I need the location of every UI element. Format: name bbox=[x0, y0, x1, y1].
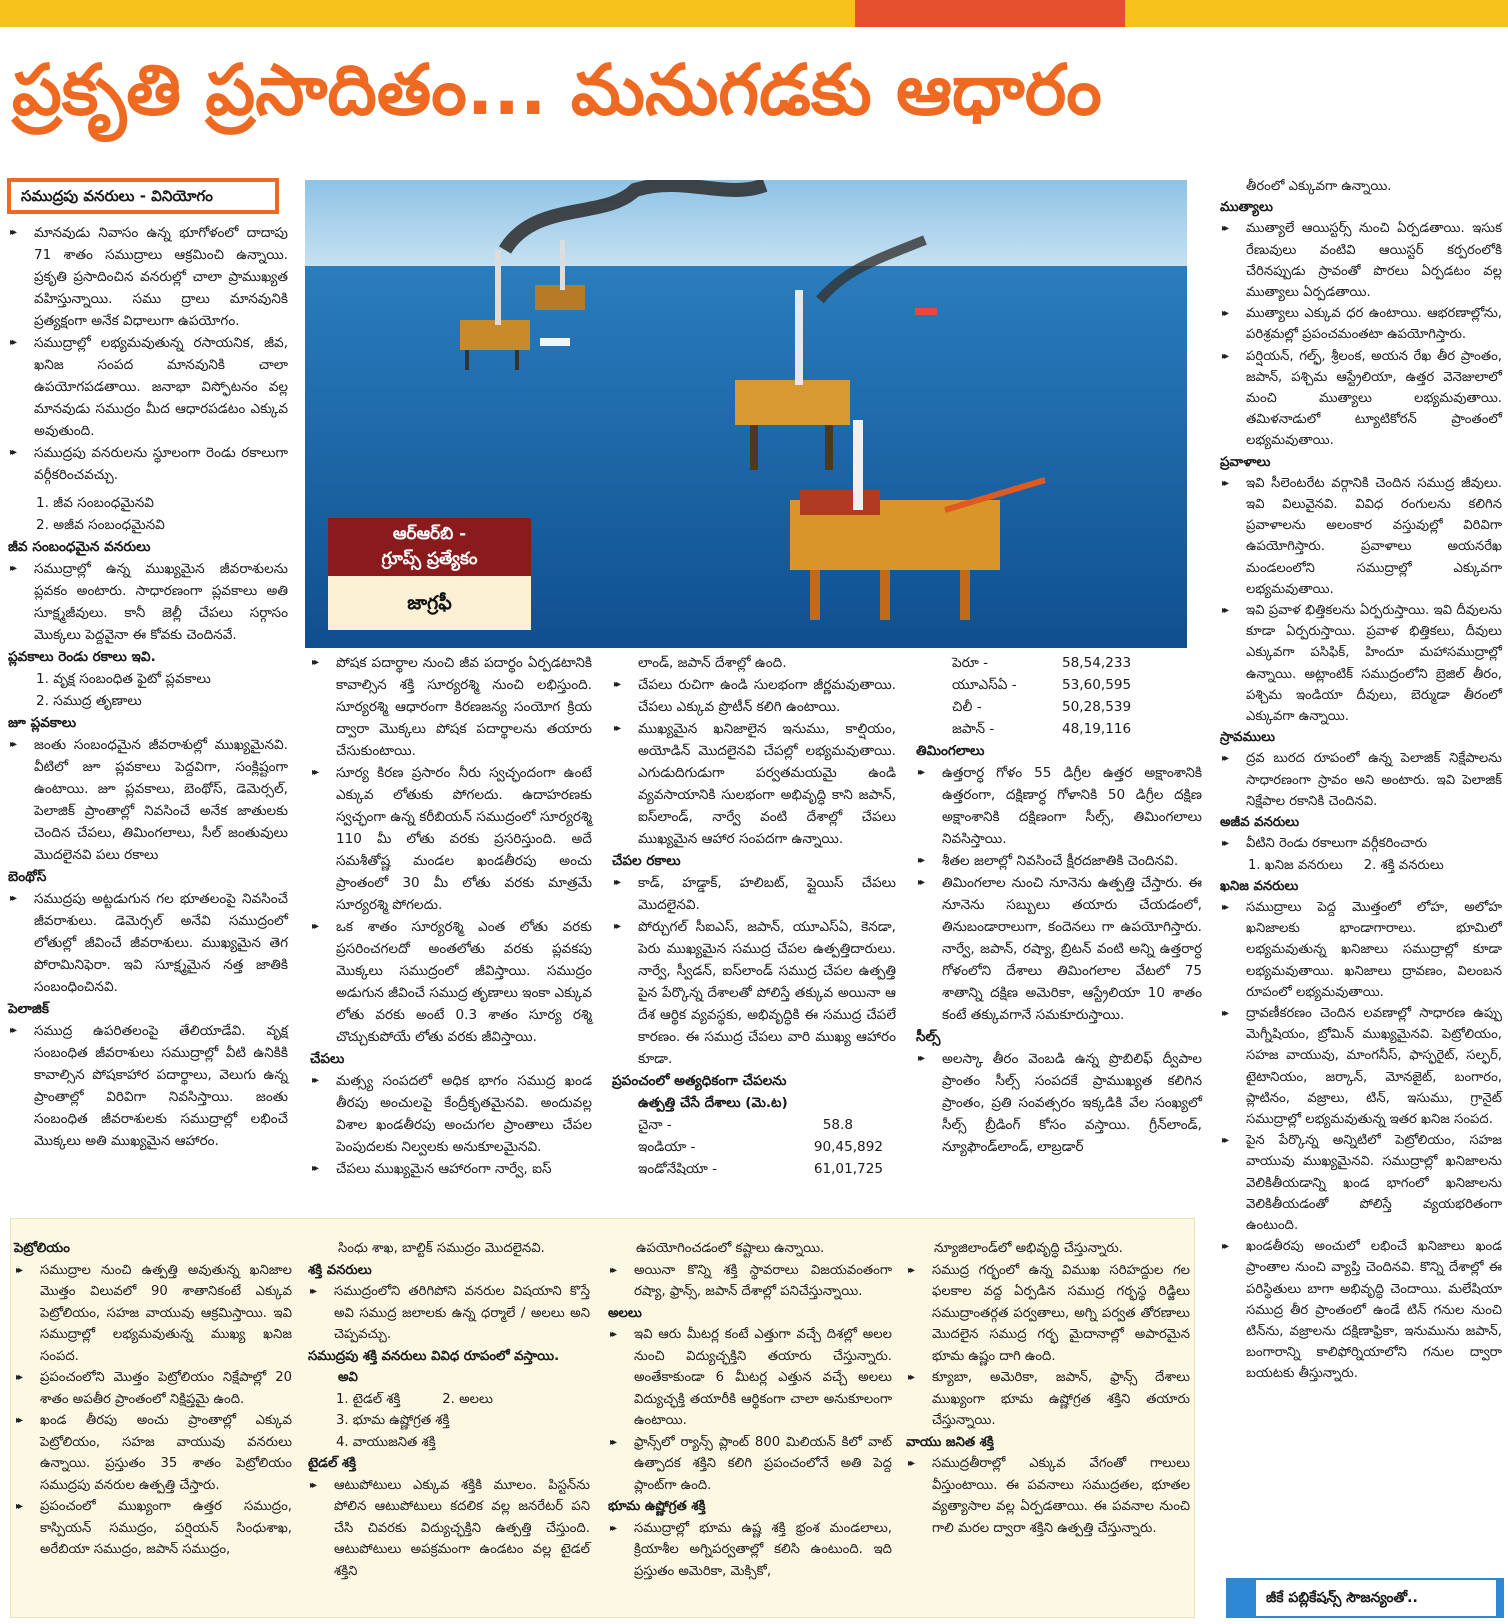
paragraph: ▸▸ సముద్ర గర్భంలో ఉన్న విముఖ సరిహద్దుల గల ఫలకాల వద్ద ఏర్పడిన సముద్ర గర్భస్థ రిడ్జిలు సముద్రాంతర్గత పర్వతాలు, అగ్ని పర్వత తోరణాలు మొదలైన సముద్ర గర్భ మైదానాల్లో అపారమైన భూమ ఉష్ణం దాగి ఉంది. bbox=[906, 1260, 1190, 1368]
paragraph: ▸▸ మత్స్య సంపదలో అధిక భాగం సముద్ర ఖండ తీరపు అంచులపై కేంద్రీకృతమైనవి. అందువల్ల విశాల ఖండతీరపు అంచుగల ప్రాంతాలు చేపల పెంపుదలకు నిల్వలకు అనుకూలమైనవి. bbox=[310, 1070, 592, 1158]
subheading: పెట్రోలియం bbox=[14, 1241, 70, 1256]
paragraph: ▸▸ సముద్రాల్లో భూమ ఉష్ణ శక్తి భ్రంశ మండలాలు, క్రియాశీల అగ్నిపర్వతాల్లో కలిసి ఉంటుంది. ఇది ప్రస్తుతం అమెరికా, మెక్సికో, bbox=[608, 1518, 892, 1583]
fish-production-table bbox=[612, 1114, 896, 1180]
section-title: సముద్రపు వనరులు - వినియోగం bbox=[7, 178, 279, 214]
subheading: పెలాజిక్ bbox=[8, 1001, 49, 1017]
paragraph: ▸▸ సముద్రతీరాల్లో ఎక్కువ వేగంతో గాలులు వీస్తుంటాయి. ఈ పవనాలు సముద్రతల, భూతల వ్యత్యాసాల వల్ల ఏర్పడతాయి. ఈ పవనాల నుంచి గాలి మరల ద్వారా శక్తిని ఉత్పత్తి చేస్తున్నారు. bbox=[906, 1453, 1190, 1539]
subheading: అవి bbox=[338, 1370, 358, 1385]
badge-line2: గ్రూప్స్ ప్రత్యేకం bbox=[381, 549, 478, 569]
list-item: 3. భూమ ఉష్ణోగ్రత శక్తి bbox=[336, 1413, 450, 1428]
rrb-groups-badge bbox=[328, 518, 531, 630]
paragraph: ▸▸ క్యూబా, అమెరికా, జపాన్, ఫ్రాన్స్ దేశాలు ముఖ్యంగా భూమ ఉష్ణోగ్రత శక్తిని తయారు చేస్తున్నాయి. bbox=[906, 1367, 1190, 1432]
box-column-4 bbox=[906, 1238, 1190, 1539]
paragraph: ▸▸ పర్షియన్, గల్ఫ్, శ్రీలంక, అయన రేఖ తీర ప్రాంతం, జపాన్, పశ్చిమ ఆస్ట్రేలియా, ఉత్తర వెనెజులాలో మంచి ముత్యాలు లభ్యమవుతాయి. తమిళనాడులో ట్యూటికోరన్ ప్రాంతంలో లభ్యమవుతాయి. bbox=[1220, 346, 1502, 452]
paragraph: ▸▸ ఫ్రాన్స్‌లో ర్యాన్స్ ప్లాంట్ 800 మిలియన్ కిలో వాట్ ఉత్పాదక శక్తిని కలిగి ప్రపంచంలోనే అతి పెద్ద ప్లాంట్‌గా ఉంది. bbox=[608, 1432, 892, 1497]
subheading: జీవ సంబంధమైన వనరులు bbox=[8, 539, 151, 555]
fish-production-table-cont bbox=[916, 652, 1202, 740]
subheading: శక్తి వనరులు bbox=[308, 1262, 372, 1278]
column-2 bbox=[310, 652, 592, 1180]
table-row: చిలీ - 50,28,539 bbox=[952, 699, 1132, 715]
list-item: 1. టైడల్ శక్తి 2. అలలు bbox=[336, 1391, 493, 1407]
subheading: ముత్యాలు bbox=[1220, 200, 1273, 216]
paragraph: ▸▸ ఉత్తరార్ధ గోళం 55 డిగ్రీల ఉత్తర అక్షాంశానికి ఉత్తరంగా, దక్షిణార్ధ గోళానికి 50 డిగ్రీల దక్షిణ అక్షాంశానికి దక్షిణంగా సీల్స్, తిమింగలాలు నివసిస్తాయి. bbox=[916, 762, 1202, 850]
subheading: టైడల్ శక్తి bbox=[308, 1456, 357, 1471]
paragraph: ▸▸ ప్రపంచంలోని మొత్తం పెట్రోలియం నిక్షేపాల్లో 20 శాతం అపతీర ప్రాంతంలో నిక్షిప్తమై ఉంది. bbox=[14, 1367, 292, 1410]
paragraph: ▸▸ ఖండ తీరపు అంచు ప్రాంతాల్లో ఎక్కువ పెట్రోలియం, సహజ వాయువు వనరులు ఉన్నాయి. ప్రస్తుతం 35 శాతం పెట్రోలియం సముద్రపు వనరుల ఉత్పత్తి చేస్తారు. bbox=[14, 1410, 292, 1496]
paragraph: ▸▸ సముద్ర ఉపరితలంపై తేలియాడేవి. వృక్ష సంబంధిత జీవరాశులు సముద్రాల్లో వీటి ఉనికికి కావాల్సిన పోషకాహార పదార్థాలు, వెలుగు ఉన్న ప్రాంతాల్లో విరివిగా నివసిస్తాయి. జంతు సంబంధిత జీవరాశులకు సముద్రాల్లో లభించే మొక్కలు అతి ముఖ్యమైన ఆహారం. bbox=[8, 1020, 288, 1152]
box-column-2 bbox=[308, 1238, 590, 1582]
paragraph: ▸▸ ముత్యాలు ఎక్కువ ధర ఉంటాయి. ఆభరణాల్లోను, పరిశ్రమల్లో ప్రపంచమంతటా ఉపయోగిస్తారు. bbox=[1220, 303, 1502, 345]
paragraph: ▸▸ సూర్య కిరణ ప్రసారం నీరు స్వచ్ఛందంగా ఉంటే ఎక్కువ లోతుకు పోగలదు. ఉదాహరణకు స్వచ్ఛంగా ఉన్న కరీబియన్ సముద్రంలో సూర్యరశ్మి 110 మీ లోతు వరకు ప్రసరిస్తుంది. అదే సమశీతోష్ణ మండల ఖండతీరపు అంచు ప్రాంతంలో 30 మీ లోతు వరకు మాత్రమే సూర్యరశ్మి పోగలదు. bbox=[310, 762, 592, 916]
paragraph: ▸▸ మానవుడు నివాసం ఉన్న భూగోళంలో దాదాపు 71 శాతం సముద్రాలు ఆక్రమించి ఉన్నాయి. ప్రకృతి ప్రసాదించిన వనరుల్లో చాలా ప్రాముఖ్యత వహిస్తున్నాయి. సము ద్రాలు మానవునికి ప్రత్యక్షంగా అనేక విధాలుగా ఉపయోగం. bbox=[8, 222, 288, 332]
paragraph: ▸▸ శీతల జలాల్లో నివసించే క్షీరదజాతికి చెందినవి. bbox=[916, 850, 1202, 872]
paragraph: ఉపయోగించడంలో కష్టాలు ఉన్నాయి. bbox=[636, 1241, 825, 1256]
paragraph: లాండ్, జపాన్ దేశాల్లో ఉంది. bbox=[638, 655, 787, 671]
column-3 bbox=[612, 652, 896, 1180]
paragraph: ▸▸ ముఖ్యమైన ఖనిజాలైన ఇనుము, కాల్షియం, అయోడిన్ మొదలైనవి చేపల్లో లభ్యమవుతాయి. ఎగుడుదిగుడుగా పర్వతమయమై ఉండి వ్యవసాయానికి సులభంగా అభివృద్ధి కాని జపాన్, ఐస్‌లాండ్, నార్వే వంటి దేశాల్లో చేపలు ముఖ్యమైన ఆహార సంపదగా ఉన్నాయి. bbox=[612, 718, 896, 850]
table-row: చైనా - 58.8 bbox=[638, 1117, 853, 1133]
subheading: ప్లవకాలు రెండు రకాలు ఇవి. bbox=[8, 649, 156, 665]
subheading: చేపల రకాలు bbox=[612, 853, 681, 869]
subheading: వాయు జనిత శక్తి bbox=[906, 1434, 994, 1450]
paragraph: ▸▸ ద్రవ బురద రూపంలో ఉన్న పెలాజిక్ నిక్షేపాలను సాధారణంగా స్రావం అని అంటారు. ఇవి పెలాజిక్ నిక్షేపాల రకానికి చెందినవి. bbox=[1220, 748, 1502, 812]
paragraph: ▸▸ ఇవి సీలెంటరేట వర్గానికి చెందిన సముద్ర జీవులు. ఇవి విలువైనవి. వివిధ రంగులను కలిగిన ప్రవాళాలను అలంకార వస్తువుల్లో విరివిగా ఉపయోగిస్తారు. ప్రవాళాలు అయనరేఖ మండలంలోని సముద్రాల్లో ఎక్కువగా లభ్యమవుతాయి. bbox=[1220, 473, 1502, 600]
column-5 bbox=[1220, 176, 1502, 1385]
badge-line1: ఆర్‌ఆర్‌బి - bbox=[392, 524, 467, 544]
subheading: జూ ప్లవకాలు bbox=[8, 715, 77, 731]
table-row: యూఎస్ఏ - 53,60,595 bbox=[952, 677, 1132, 693]
top-red-tab bbox=[855, 0, 1125, 27]
subheading: ప్రపంచంలో అత్యధికంగా చేపలను bbox=[612, 1073, 787, 1089]
box-column-1 bbox=[14, 1238, 292, 1561]
paragraph: ▸▸ కాడ్, హడ్డాక్, హలిబట్, ప్లైయిస్ చేపలు మొదలైనవి. bbox=[612, 872, 896, 916]
paragraph: ▸▸ సముద్రాల్లో ఉన్న ముఖ్యమైన జీవరాశులను ప్లవకం అంటారు. సాధారణంగా ప్లవకాలు అతి సూక్ష్మజీవులు. కానీ జెల్లీ చేపలు సర్గాసం మొక్కలు పెద్దవైనా ఈ కోవకు చెందినవే. bbox=[8, 558, 288, 646]
paragraph: ▸▸ చేపలు రుచిగా ఉండి సులభంగా జీర్ణమవుతాయి. చేపలు ఎక్కువ ప్రొటీన్ కలిగి ఉంటాయి. bbox=[612, 674, 896, 718]
list-item: 1. వృక్ష సంబంధిత ఫైటో ప్లవకాలు bbox=[36, 671, 211, 687]
paragraph: ▸▸ ద్రావణీకరణం చెందిన లవణాల్లో సాధారణ ఉప్పు మెగ్నీషియం, బ్రోమిన్ ముఖ్యమైనవి. పెట్రోలియం, సహజ వాయువు, మాంగనీస్, ఫాస్ఫరైట్, సల్ఫర్, టైటానియం, జర్కాన్, మోనజైట్, బంగారం, ప్లాటినం, వజ్రాలు, టిన్, ఇసుము, గ్రానైట్ సముద్రాల్లో లభ్యమవుతున్న ఇతర ఖనిజ సంపద. bbox=[1220, 1003, 1502, 1130]
paragraph: ▸▸ అయినా కొన్ని శక్తి స్థావరాలు విజయవంతంగా రష్యా, ఫ్రాన్స్, జపాన్ దేశాల్లో పనిచేస్తున్నాయి. bbox=[608, 1260, 892, 1303]
paragraph: ▸▸ జంతు సంబంధమైన జీవరాశుల్లో ముఖ్యమైనవి. వీటిలో జూ ప్లవకాలు పెద్దవిగా, సంక్లిష్టంగా ఉంటాయి. జూ ప్లవకాలు, బెంథోస్, డెమెర్సల్, పెలాజిక్ ప్రాంతాల్లో నివసించే అనేక జాతులకు చెందిన చేపలు, తిమింగలాలు, సీల్ జంతువులు మొదలైనవి పలు రకాలు bbox=[8, 734, 288, 866]
paragraph: ▸▸ చేపలు ముఖ్యమైన ఆహారంగా నార్వే, ఐస్ bbox=[310, 1158, 592, 1180]
paragraph: ▸▸ తిమింగలాల నుంచి నూనెను ఉత్పత్తి చేస్తారు. ఈ నూనెను సబ్బులు తయారు చేయడంలో, తినుబండారాలుగా, కందెనలు గా ఉపయోగిస్తారు. నార్వే, జపాన్, రష్యా, బ్రిటన్ వంటి అన్ని ఉత్తరార్ధ గోళంలోని దేశాలు తిమింగలాల వేటలో 75 శాతాన్ని దక్షిణ అమెరికా, ఆస్ట్రేలియా 10 శాతం కంటే తక్కువగానే సమకూరుస్తాయి. bbox=[916, 872, 1202, 1026]
subheading: అలలు bbox=[608, 1305, 642, 1321]
subheading: భూమ ఉష్ణోగ్రత శక్తి bbox=[608, 1499, 706, 1514]
paragraph: ▸▸ పోషక పదార్థాల నుంచి జీవ పదార్థం ఏర్పడటానికి కావాల్సిన శక్తి సూర్యరశ్మి నుంచి లభిస్తుంది. సూర్యరశ్మి ఆధారంగా కిరణజన్య సంయోగ క్రియ ద్వారా మొక్కలు పోషక పదార్థాలను తయారు చేసుకుంటాయి. bbox=[310, 652, 592, 762]
paragraph: ▸▸ ప్రపంచంలో ముఖ్యంగా ఉత్తర సముద్రం, కాస్పియన్ సముద్రం, పర్షియన్ సింధుశాఖ, అరేబియా సముద్రం, జపాన్ సముద్రం, bbox=[14, 1496, 292, 1561]
list-item: 2. అజీవ సంబంధమైనవి bbox=[36, 517, 165, 533]
subheading: బెంథోస్ bbox=[8, 869, 47, 885]
subheading: సీల్స్ bbox=[916, 1029, 941, 1045]
table-row: పెరూ - 58,54,233 bbox=[952, 655, 1132, 671]
subheading: చేపలు bbox=[310, 1051, 345, 1067]
page-title: ప్రకృతి ప్రసాదితం... మనుగడకు ఆధారం bbox=[12, 49, 1102, 131]
list-item: 2. సముద్ర తృణాలు bbox=[36, 693, 142, 709]
subheading: ఉత్పత్తి చేసే దేశాలు (మె.ట) bbox=[638, 1095, 788, 1111]
paragraph: ▸▸ ఇవి ఆరు మీటర్ల కంటే ఎత్తుగా వచ్చే దిశల్లో అలల నుంచి విద్యుచ్ఛక్తిని తయారు చేస్తున్నారు. అంతేకాకుండా 6 మీటర్ల ఎత్తున వచ్చే అలలు విద్యుచ్ఛక్తి తయారీకి ఆర్థికంగా చాలా అనుకూలంగా ఉంటాయి. bbox=[608, 1324, 892, 1432]
badge-subject: జాగ్రఫీ bbox=[328, 576, 531, 630]
paragraph: ▸▸ ఆటుపోటులు ఎక్కువ శక్తికి మూలం. పిస్టన్‌ను పోలిన ఆటుపోటులు కదలిక వల్ల జనరేటర్ పని చేసి చివరకు విద్యుచ్ఛక్తిని ఉత్పత్తి చేస్తుంది. ఆటుపోటులు అపక్రమంగా ఉండటం వల్ల టైడల్ శక్తిని bbox=[308, 1475, 590, 1583]
column-1 bbox=[8, 222, 288, 1152]
paragraph: సింధు శాఖ, బాల్టిక్ సముద్రం మొదలైనవి. bbox=[338, 1241, 545, 1256]
paragraph: ▸▸ ఖండతీరపు అంచులో లభించే ఖనిజాలు ఖండ ప్రాంతాల నుంచి వ్యాప్తి చెందినవి. కొన్ని దేశాల్లో ఈ పరిస్థితులు బాగా అభివృద్ధి చెందాయి. మలేషియా సముద్ర తీర ప్రాంతంలో ఉండే టిన్ గనుల నుంచి టిన్‌ను, వజ్రాలను దక్షిణాఫ్రికా, ఇనుమును జపాన్, బంగారాన్ని కాలిఫోర్నియాలోని గనుల ద్వారా బయటకు తీస్తున్నారు. bbox=[1220, 1236, 1502, 1384]
box-column-3 bbox=[608, 1238, 892, 1582]
paragraph: ▸▸ సముద్రాల్లో లభ్యమవుతున్న రసాయనిక, జీవ, ఖనిజ సంపద మానవునికి చాలా ఉపయోగపడతాయి. జనాభా విస్ఫోటనం వల్ల మానవుడు సముద్రం మీద ఆధారపడటం ఎక్కువ అవుతుంది. bbox=[8, 332, 288, 442]
table-row: జపాన్ - 48,19,116 bbox=[952, 721, 1132, 737]
paragraph: ▸▸ ముత్యాలే ఆయిస్టర్స్ నుంచి ఏర్పడతాయి. ఇసుక రేణువులు వంటివి ఆయిస్టర్ కర్పరంలోకి చేరినప్పుడు స్రావంతో పొరలు ఏర్పడటం వల్ల ముత్యాలు ఏర్పడతాయి. bbox=[1220, 218, 1502, 303]
paragraph: ▸▸ అలస్కా తీరం వెంబడి ఉన్న ప్రొబిలిఫ్ ద్వీపాల ప్రాంతం సీల్స్ సంపదకే ప్రాముఖ్యత కలిగిన ప్రాంతం, ప్రతి సంవత్సరం ఇక్కడికి వేల సంఖ్యలో సీల్స్ బ్రీడింగ్ కోసం వస్తాయి. గ్రీన్‌లాండ్, న్యూఫౌండ్‌లాండ్, లాబ్రడార్ bbox=[916, 1048, 1202, 1158]
subheading: అజీవ వనరులు bbox=[1220, 815, 1300, 831]
paragraph: ▸▸ సముద్రాల నుంచి ఉత్పత్తి అవుతున్న ఖనిజాల మొత్తం విలువలో 90 శాతానికంటే ఎక్కువ పెట్రోలియం, సహజ వాయువు ఆక్రమిస్తాయి. ఇవి సముద్రాల్లో లభ్యమవుతున్న ముఖ్య ఖనిజ సంపద. bbox=[14, 1260, 292, 1368]
credit-badge bbox=[1226, 1578, 1504, 1618]
subheading: స్రావములు bbox=[1220, 730, 1275, 746]
paragraph: ▸▸ పోర్చుగల్ సీఐఎస్, జపాన్, యూఎస్ఏ, కెనడా, పెరు ముఖ్యమైన సముద్ర చేపల ఉత్పత్తిదారులు. నార్వే, స్వీడన్, ఐస్‌లాండ్ సముద్ర చేపల ఉత్పత్తి పైన పేర్కొన్న దేశాలతో పోలిస్తే తక్కువ అయినా ఆ దేశ ఆర్థిక వ్యవస్థకు, అభివృద్ధికి ఈ సముద్ర చేపలే కారణం. ఈ సముద్ర చేపలు వారి ముఖ్య ఆహారం కూడా. bbox=[612, 916, 896, 1070]
paragraph: ▸▸ సముద్రాలు పెద్ద మొత్తంలో లోహ, అలోహ ఖనిజాలకు భాండాగారాలు. భూమిలో లభ్యమవుతున్న ఖనిజాలు సముద్రాల్లో కూడా లభ్యమవుతాయి. ఖనిజాలు ద్రావణం, విలంబన రూపంలో లభ్యమవుతాయి. bbox=[1220, 897, 1502, 1003]
column-4 bbox=[916, 652, 1202, 1158]
credit-text: జీకే పబ్లికేషన్స్ సౌజన్యంతో.. bbox=[1256, 1580, 1496, 1616]
list-item: 1. జీవ సంబంధమైనవి bbox=[36, 495, 154, 511]
paragraph: ▸▸ సముద్రపు అట్టడుగున గల భూతలంపై నివసించే జీవరాశులు. డెమెర్సల్ అనేవి సముద్రంలో లోతుల్లో జీవించే జీవరాశులు. ముఖ్యమైన తెగ పోరామినిఫెరా. ఇవి సూక్ష్మమైన నత్త జాతికి సంబంధించినవి. bbox=[8, 888, 288, 998]
paragraph: ▸▸ సముద్రపు వనరులను స్థూలంగా రెండు రకాలుగా వర్గీకరించవచ్చు. bbox=[8, 442, 288, 486]
paragraph: ▸▸ సముద్రంలోని తరిగిపోని వనరుల విషయాని కొస్తే అవి సముద్ర జలాలకు ఉన్న ధర్మాలే / అలలు అని చెప్పవచ్చు. bbox=[308, 1281, 590, 1346]
table-row: ఇండోనేషియా - 61,01,725 bbox=[638, 1161, 883, 1177]
top-color-bar bbox=[0, 0, 1508, 27]
paragraph: తీరంలో ఎక్కువగా ఉన్నాయి. bbox=[1246, 179, 1392, 194]
paragraph: ▸▸ పైన పేర్కొన్న అన్నిటిలో పెట్రోలియం, సహజ వాయువు ముఖ్యమైనవి. సముద్రాల్లో ఖనిజాలను వెలికితీయడాన్ని ఖండ భాగంలో ఖనిజాలను వెలికితీయడంతో పోలిస్తే వ్యయభరితంగా ఉంటుంది. bbox=[1220, 1130, 1502, 1236]
paragraph: ▸▸ వీటిని రెండు రకాలుగా వర్గీకరించారు bbox=[1220, 833, 1502, 854]
subheading: సముద్రపు శక్తి వనరులు వివిధ రూపంలో వస్తాయి. bbox=[308, 1348, 560, 1364]
subheading: ఖనిజ వనరులు bbox=[1220, 878, 1299, 894]
subheading: తిమింగలాలు bbox=[916, 743, 985, 759]
subheading: ప్రవాళాలు bbox=[1220, 454, 1271, 470]
table-row: ఇండియా - 90,45,892 bbox=[638, 1139, 883, 1155]
paragraph: ▸▸ ఒక శాతం సూర్యరశ్మి ఎంత లోతు వరకు ప్రసరించగలదో అంతలోతు వరకు ప్లవకపు మొక్కలు సముద్రంలో జీవిస్తాయి. సముద్రం అడుగున జీవించే సముద్ర తృణాలు ఇంకా ఎక్కువ లోతు వరకు అంటే 0.3 శాతం సూర్య రశ్మి చొచ్చుకుపోయే లోతు వరకు జీవిస్తాయి. bbox=[310, 916, 592, 1048]
list-item: 1. ఖనిజ వనరులు 2. శక్తి వనరులు bbox=[1248, 857, 1444, 873]
paragraph: న్యూజిలాండ్‌లో అభివృద్ధి చేస్తున్నారు. bbox=[934, 1241, 1123, 1256]
paragraph: ▸▸ ఇవి ప్రవాళ భిత్తికలను ఏర్పరుస్తాయి. ఇవి దీవులను కూడా ఏర్పరుస్తాయి. ప్రవాళ భిత్తికలు, దీవులు ఎక్కువగా పసిఫిక్, హిందూ మహాసముద్రాల్లో ఉన్నాయి. అట్లాంటిక్ సముద్రంలోని బ్రెజిల్ తీరం, పశ్చిమ ఇండియా దీవులు, బెర్ముడా తీరంలో ఎక్కువగా ఉన్నాయి. bbox=[1220, 600, 1502, 727]
list-item: 4. వాయుజనిత శక్తి bbox=[336, 1434, 436, 1450]
